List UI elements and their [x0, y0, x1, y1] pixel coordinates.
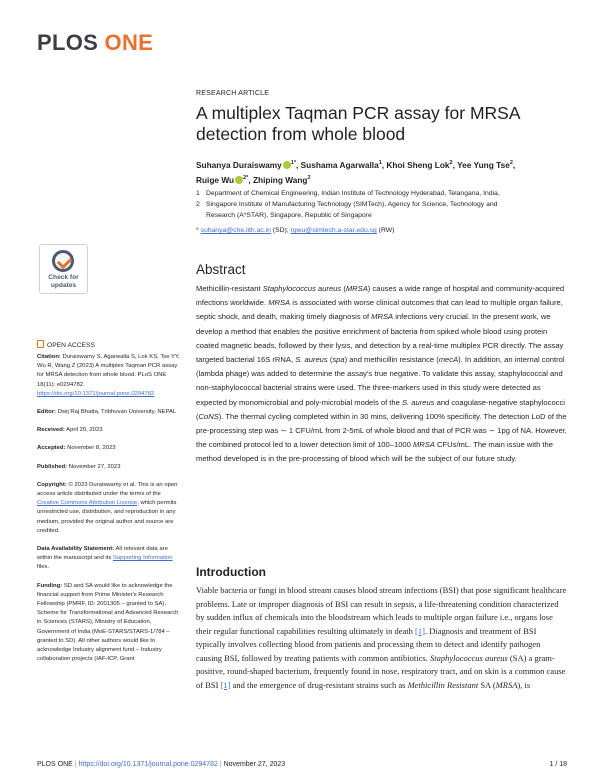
reference-link[interactable]: [1] [415, 625, 425, 636]
introduction-heading: Introduction [196, 565, 266, 579]
orcid-icon[interactable] [235, 176, 243, 184]
check-updates-icon [52, 250, 74, 272]
citation-doi-link[interactable]: https://doi.org/10.1371/journal.pone.0294782 [37, 390, 155, 397]
published-date: Published: November 27, 2023 [37, 463, 121, 470]
open-lock-icon [37, 340, 44, 348]
footer-journal: PLOS ONE [37, 761, 73, 768]
author-affiliation-marker: 1 [378, 160, 382, 166]
author-name[interactable]: Zhiping Wang [252, 174, 308, 185]
citation-block: Citation: Duraiswamy S, Agarwalla S, Lok KS, Tse YY, Wu R, Wang Z (2023) A multiplex Taqman PCR assay for MRSA detection from whole blood. PLoS ONE 18(11): e0294782. https://doi.org/10.1371/journal.pone.0294782 [37, 354, 180, 397]
page-number: 1 / 18 [549, 761, 567, 768]
article-type: RESEARCH ARTICLE [196, 90, 270, 97]
email-tag: (SD); [272, 227, 289, 234]
copyright-block: Copyright: © 2023 Duraiswamy et al. This is an open access article distributed under the terms of the Creative Commons Attribution License, which permits unrestricted use, distribution, and reproduction in any medium, provided the original author and source are credited. [37, 481, 178, 534]
journal-logo [37, 30, 153, 56]
author-name[interactable]: Suhanya Duraiswamy [196, 159, 282, 170]
check-for-updates-button[interactable] [39, 244, 88, 294]
reference-link[interactable]: [1] [220, 679, 231, 690]
affiliation-text: Singapore Institute of Manufacturing Technology (SIMTech), Agency for Science, Technology and [206, 201, 498, 208]
affiliation-number: 2 [196, 201, 200, 208]
page-footer [37, 761, 567, 768]
author-affiliation-marker: 2* [243, 174, 249, 181]
author-name[interactable]: Sushama Agarwalla [300, 159, 379, 170]
abstract-body: Methicillin-resistant Staphylococcus aureus (MRSA) causes a wide range of hospital and community-acquired infections worldwide. MRSA is associated with worse clinical outcomes that can lead to multiple organ failure, septic shock, and death, making timely diagnosis of MRSA infections very crucial. In the present work, we develop a method that enables the positive enrichment of bacteria from spiked whole blood using protein coated magnetic beads, followed by their lysis, and detection by a real-time multiplex PCR directly. The assay targeted bacterial 16S rRNA, S. aureus (spa) and methicillin resistance (mecA). In addition, an internal control (lambda phage) was added to determine the assay's true negative. To validate this assay, staphylococcal and non-staphylococcal bacterial strains were used. The three-markers used in this study were detected as expected by monomicrobial and poly-microbial models of the S. aureus and coagulase-negative staphylococci (CoNS). The thermal cycling completed within in 30 mins, delivering 100% specificity. The detection LoD of the pre-processing step was ∼ 1 CFU/mL from 2-5mL of whole blood and that of PCR was ∼ 1pg of NA. However, the combined protocol led to a lower detection limit of 100–1000 MRSA CFUs/mL. The main issue with the method developed is in the pre-processing of blood which will be the subject of our future study. [196, 284, 567, 464]
orcid-icon[interactable] [283, 161, 291, 169]
open-access-label: OPEN ACCESS [37, 340, 95, 349]
footer-separator: | [219, 761, 222, 768]
email-link[interactable]: suhanya@che.iith.ac.in [200, 227, 271, 234]
author-affiliation-marker: 2 [307, 174, 311, 181]
author-name[interactable]: Khoi Sheng Lok [386, 159, 450, 170]
footer-date: November 27, 2023 [223, 761, 286, 768]
author-affiliation-marker: 2 [509, 160, 513, 166]
author-name[interactable]: Yee Yung Tse [457, 159, 510, 170]
footer-doi-link[interactable]: https://doi.org/10.1371/journal.pone.0294782 [78, 761, 218, 768]
author-list: Suhanya Duraiswamy $^{1*}$, Sushama Agarwalla$^1$, Khoi Sheng Lok$^2$, Yee Yung Tse$^2$, Ruige Wu $^{2*}$, Zhiping Wang$^2$ [196, 159, 516, 185]
received-date: Received: April 20, 2023 [37, 427, 103, 434]
author-name[interactable]: Ruige Wu [196, 174, 235, 185]
affiliation-text: Department of Chemical Engineering, Indian Institute of Technology Hyderabad, Telangana, India, [206, 190, 500, 197]
supporting-info-link[interactable]: Supporting Information [112, 555, 173, 562]
check-updates-label: Check for updates [48, 274, 79, 289]
journal-logo-one: ONE [104, 30, 154, 55]
license-link[interactable]: Creative Commons Attribution License [37, 500, 138, 507]
article-title: A multiplex Taqman PCR assay for MRSA detection from whole blood [196, 103, 520, 144]
affiliation-text: Research (A*STAR), Singapore, Republic of Singapore [206, 212, 372, 219]
affiliations [196, 188, 576, 221]
introduction-body: Viable bacteria or fungi in blood stream causes blood stream infections (BSI) that pose significant healthcare problems. Late or improper diagnosis of BSI can result in sepsis, a life-threatening condition characterized by sudden influx of chemicals into the bloodstream which leads to multiple organ failure i.e., organs lose their regular functional capabilities resulting ultimately in death [1]. Diagnosis and treatment of BSI typically involves collecting blood from patients and processing them to detect and identify pathogen causing BSI, followed by treating patients with common antibiotics. Staphylococcus aureus (SA) a gram-positive, round-shaped bacterium, frequently found in nose, respiratory tract, and on skin is a common cause of BSI [1] and the emergence of drug-resistant strains such as Methicillin Resistant SA (MRSA), is [196, 585, 567, 690]
accepted-date: Accepted: November 8, 2023 [37, 445, 116, 452]
email-link[interactable]: rgwu@simtech.a-star.edu.sg [290, 227, 377, 234]
corresponding-emails [196, 227, 576, 234]
journal-logo-plos: PLOS [37, 30, 99, 55]
article-info-sidebar [37, 353, 183, 673]
author-affiliation-marker: 2 [449, 160, 453, 166]
data-availability-block: Data Availability Statement: All relevant data are within the manuscript and its Supporting Information files. [37, 546, 173, 571]
author-affiliation-marker: 1* [290, 160, 296, 166]
funding-block: Funding: SD and SA would like to acknowledge the financial support from Prime Minister's Research Fellowship (PMRF, ID: 2001305 – granted to SA), Scheme for Transformational and Advanced Research in Sciences (STARS), Ministry of Education, Government of India (MoE-STARS/STARS-1/784 – granted to SD). All other authors would like to acknowledge Industry alignment fund – Industry collaboration projects (IAF-ICP, Grant [37, 582, 179, 663]
editor-block: Editor: Dwij Raj Bhatta, Tribhuvan University, NEPAL [37, 409, 177, 416]
footer-separator: | [74, 761, 77, 768]
email-tag: (RW) [378, 227, 395, 234]
abstract-heading: Abstract [196, 262, 246, 277]
corresponding-marker: * [196, 227, 199, 234]
affiliation-number: 1 [196, 190, 200, 197]
